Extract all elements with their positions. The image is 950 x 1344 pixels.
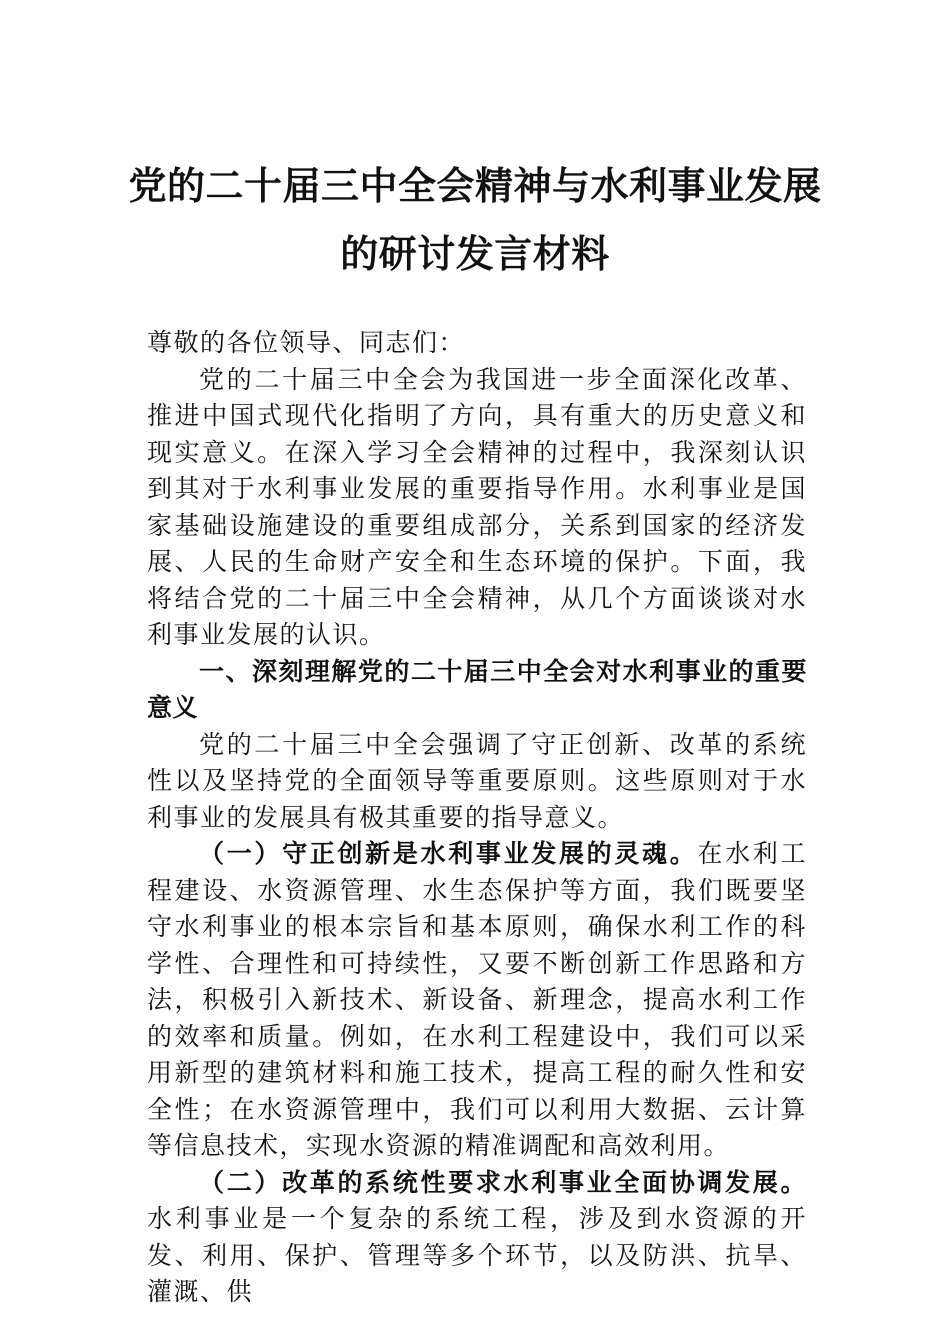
document-title-line-1: 党的二十届三中全会精神与水利事业发展 [128,163,822,208]
point-1-text: 在水利工程建设、水资源管理、水生态保护等方面，我们既要坚守水利事业的根本宗旨和基本原则，确保水利工作的科学性、合理性和可持续性，又要不断创新工作思路和方法，积极引入新技术、新设备、新理念，提高水利工作的效率和质量。例如，在水利工程建设中，我们可以采用新型的建筑材料和施工技术，提高工程的耐久性和安全性；在水资源管理中，我们可以利用大数据、云计算等信息技术，实现水资源的精准调配和高效利用。 [147,839,807,1160]
document-title-line-2: 的研讨发言材料 [340,231,610,276]
point-2-paragraph [147,1165,807,1311]
point-2-lead: （二）改革的系统性要求水利事业全面协调发展。 [199,1167,807,1197]
intro-paragraph: 党的二十届三中全会为我国进一步全面深化改革、推进中国式现代化指明了方向，具有重大的历史意义和现实意义。在深入学习全会精神的过程中，我深刻认识到其对于水利事业发展的重要指导作用。水利事业是国家基础设施建设的重要组成部分，关系到国家的经济发展、人民的生命财产安全和生态环境的保护。下面，我将结合党的二十届三中全会精神，从几个方面谈谈对水利事业发展的认识。 [147,364,807,649]
point-2-text: 水利事业是一个复杂的系统工程，涉及到水资源的开发、利用、保护、管理等多个环节，以及防洪、抗旱、灌溉、供 [147,1204,807,1306]
point-1-paragraph [147,836,807,1165]
salutation: 尊敬的各位领导、同志们： [147,328,466,357]
section-1-paragraph: 党的二十届三中全会强调了守正创新、改革的系统性以及坚持党的全面领导等重要原则。这些原则对于水利事业的发展具有极其重要的指导意义。 [147,729,807,832]
point-1-lead: （一）守正创新是水利事业发展的灵魂。 [199,839,698,868]
document-body [147,325,807,1311]
section-heading-1: 一、深刻理解党的二十届三中全会对水利事业的重要意义 [147,656,807,722]
